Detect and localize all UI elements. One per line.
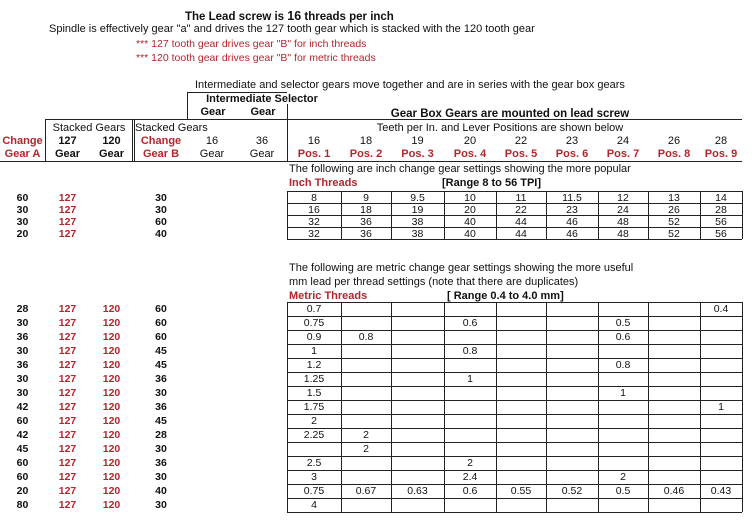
thread-value-cell: 2 <box>363 429 369 441</box>
teeth-count-header: 19 <box>411 135 424 147</box>
change-gear-a-value: 20 <box>16 228 29 240</box>
thread-value-cell: 16 <box>308 204 320 216</box>
note-inch: *** 127 tooth gear drives gear "B" for inch threads <box>136 38 367 50</box>
thread-value-cell: 52 <box>668 216 680 228</box>
thread-value-cell: 13 <box>668 192 680 204</box>
teeth-lever-note: Teeth per In. and Lever Positions are shown below <box>376 122 624 134</box>
gear-120-value: 120 <box>102 401 121 413</box>
change-gear-a-value: 36 <box>16 331 29 343</box>
change-gear-a-value: 30 <box>16 216 29 228</box>
gear-120-value: 120 <box>102 331 121 343</box>
thread-value-cell: 23 <box>566 204 578 216</box>
thread-value-cell: 19 <box>411 204 424 216</box>
inch-description: The following are inch change gear settings showing the more popular <box>289 163 631 175</box>
metric-row <box>0 401 742 414</box>
thread-value-cell: 40 <box>464 228 476 240</box>
thread-value-cell: 0.7 <box>306 303 322 315</box>
thread-value-cell: 24 <box>617 204 629 216</box>
intermediate-note: Intermediate and selector gears move together and are in series with the gear box gears <box>195 79 625 91</box>
inch-row <box>0 228 742 239</box>
change-a-line2: Gear A <box>4 148 41 160</box>
gear-127-value: 127 <box>58 415 77 427</box>
thread-value-cell: 1.5 <box>306 387 322 399</box>
thread-value-cell: 0.67 <box>355 485 377 497</box>
change-gear-a-value: 80 <box>16 499 29 511</box>
inch-row <box>0 216 742 227</box>
gear-127-header <box>45 135 90 161</box>
thread-value-cell: 38 <box>411 228 424 240</box>
intermediate-gear-label: Gear <box>200 106 226 118</box>
thread-value-cell: 0.8 <box>358 331 374 343</box>
gear-127-value: 127 <box>58 499 77 511</box>
change-gear-b-value: 30 <box>155 499 167 511</box>
change-gear-b-value: 30 <box>155 204 167 216</box>
teeth-count-header: 22 <box>514 135 528 147</box>
metric-row <box>0 457 742 470</box>
thread-value-cell: 2 <box>311 415 317 427</box>
thread-value-cell: 9 <box>363 192 369 204</box>
title-number: 16 <box>287 9 302 23</box>
thread-value-cell: 56 <box>715 228 727 240</box>
gear-127-value: 127 <box>58 192 77 204</box>
title-post: threads per inch <box>301 11 394 23</box>
inch-range: [Range 8 to 56 TPI] <box>442 177 542 189</box>
note-metric: *** 120 tooth gear drives gear "B" for metric threads <box>136 52 376 64</box>
thread-value-cell: 22 <box>515 204 527 216</box>
thread-value-cell: 2.5 <box>306 457 322 469</box>
change-gear-b-value: 28 <box>155 429 167 441</box>
thread-value-cell: 11 <box>515 192 527 204</box>
gear-120-value: 120 <box>102 471 121 483</box>
thread-value-cell: 0.6 <box>615 331 631 343</box>
gear-120-value: 120 <box>102 429 121 441</box>
metric-row <box>0 387 742 400</box>
teeth-count-header: 20 <box>463 135 477 147</box>
g120-gear: Gear <box>98 148 125 160</box>
gear-127-value: 127 <box>58 443 77 455</box>
inch-row <box>0 192 742 203</box>
change-b-line2: Gear B <box>142 148 180 160</box>
spindle-note: Spindle is effectively gear "a" and drives the 127 tooth gear which is stacked with the 120 tooth gear <box>49 23 535 35</box>
thread-value-cell: 0.43 <box>710 485 732 497</box>
change-gear-b-header <box>135 135 187 161</box>
gear-127-value: 127 <box>58 204 77 216</box>
thread-value-cell: 32 <box>308 216 320 228</box>
g127-num: 127 <box>58 135 77 147</box>
gear-120-value: 120 <box>102 443 121 455</box>
thread-value-cell: 1 <box>467 373 473 385</box>
thread-value-cell: 0.63 <box>407 485 428 497</box>
change-gear-b-value: 45 <box>155 345 167 357</box>
metric-range: [ Range 0.4 to 4.0 mm] <box>447 290 564 302</box>
change-gear-a-value: 60 <box>16 471 29 483</box>
metric-row <box>0 345 742 358</box>
change-gear-b-value: 36 <box>155 457 167 469</box>
metric-row <box>0 359 742 372</box>
lever-position-header: Pos. 9 <box>704 148 738 160</box>
teeth-count-header: 28 <box>714 135 728 147</box>
change-gear-a-value: 30 <box>16 373 29 385</box>
gear-120-value: 120 <box>102 387 121 399</box>
metric-row <box>0 499 742 512</box>
change-gear-a-value: 28 <box>16 303 29 315</box>
thread-value-cell: 12 <box>617 192 629 204</box>
thread-value-cell: 18 <box>360 204 372 216</box>
gear-127-value: 127 <box>58 485 77 497</box>
lever-position-header: Pos. 4 <box>453 148 487 160</box>
thread-value-cell: 0.5 <box>615 317 631 329</box>
change-gear-b-value: 30 <box>155 443 167 455</box>
change-gear-b-value: 40 <box>155 485 167 497</box>
change-gear-b-value: 30 <box>155 471 167 483</box>
gear-120-header <box>90 135 133 161</box>
change-gear-a-value: 30 <box>16 204 29 216</box>
thread-value-cell: 36 <box>360 228 372 240</box>
metric-row <box>0 415 742 428</box>
thread-value-cell: 10 <box>464 192 476 204</box>
change-gear-a-value: 36 <box>16 359 29 371</box>
teeth-count-header: 26 <box>667 135 681 147</box>
inch-grid-vline <box>742 191 743 239</box>
gear-127-value: 127 <box>58 359 77 371</box>
gear-120-value: 120 <box>102 317 121 329</box>
intermediate-selector-label: Intermediate Selector <box>206 93 318 105</box>
document-title <box>185 9 394 23</box>
gear-120-value: 120 <box>102 373 121 385</box>
thread-value-cell: 2 <box>620 471 626 483</box>
thread-value-cell: 0.9 <box>306 331 322 343</box>
stacked-gears-label-2: Stacked Gears <box>135 122 208 134</box>
gear-127-value: 127 <box>58 216 77 228</box>
thread-value-cell: 2.4 <box>462 471 478 483</box>
change-gear-b-value: 60 <box>155 317 167 329</box>
thread-value-cell: 0.46 <box>663 485 685 497</box>
thread-value-cell: 1.75 <box>303 401 325 413</box>
thread-value-cell: 48 <box>617 216 629 228</box>
change-gear-a-value: 42 <box>16 401 29 413</box>
thread-value-cell: 20 <box>464 204 476 216</box>
change-gear-a-value: 60 <box>16 415 29 427</box>
change-gear-b-value: 60 <box>155 303 167 315</box>
thread-value-cell: 11.5 <box>562 192 582 204</box>
thread-value-cell: 0.8 <box>615 359 631 371</box>
metric-row <box>0 429 742 442</box>
intermediate-16-header <box>187 135 237 161</box>
gear-127-value: 127 <box>58 303 77 315</box>
thread-value-cell: 56 <box>715 216 727 228</box>
metric-row <box>0 317 742 330</box>
lever-position-header: Pos. 1 <box>297 148 331 160</box>
metric-row <box>0 331 742 344</box>
thread-value-cell: 1 <box>311 345 317 357</box>
metric-row <box>0 471 742 484</box>
n16-gear: Gear <box>199 148 225 160</box>
change-gear-b-value: 40 <box>155 228 167 240</box>
teeth-count-header: 24 <box>616 135 630 147</box>
gear-120-value: 120 <box>102 415 121 427</box>
change-gear-b-value: 45 <box>155 359 167 371</box>
lever-position-header: Pos. 2 <box>349 148 383 160</box>
thread-value-cell: 36 <box>360 216 372 228</box>
gear-120-value: 120 <box>102 457 121 469</box>
gear-127-value: 127 <box>58 331 77 343</box>
title-pre: The Lead screw is <box>185 11 288 23</box>
thread-value-cell: 38 <box>411 216 424 228</box>
thread-value-cell: 28 <box>715 204 727 216</box>
change-gear-b-value: 45 <box>155 415 167 427</box>
thread-value-cell: 52 <box>668 228 680 240</box>
metric-row <box>0 443 742 456</box>
thread-value-cell: 4 <box>311 499 317 511</box>
thread-value-cell: 2 <box>363 443 369 455</box>
metric-row <box>0 373 742 386</box>
change-gear-a-value: 30 <box>16 387 29 399</box>
metric-grid-vline <box>742 302 743 512</box>
lever-position-header: Pos. 8 <box>657 148 691 160</box>
thread-value-cell: 32 <box>308 228 320 240</box>
thread-value-cell: 2.25 <box>303 429 325 441</box>
change-a-line1: Change <box>2 135 43 147</box>
metric-row <box>0 485 742 498</box>
gear-127-value: 127 <box>58 345 77 357</box>
g127-gear: Gear <box>54 148 81 160</box>
thread-value-cell: 9.5 <box>410 192 425 204</box>
change-gear-b-value: 30 <box>155 387 167 399</box>
thread-value-cell: 46 <box>566 228 578 240</box>
change-gear-b-value: 30 <box>155 192 167 204</box>
metric-row <box>0 303 742 316</box>
stacked-gears-label-1: Stacked Gears <box>52 122 126 134</box>
gear-120-value: 120 <box>102 303 121 315</box>
lever-position-header: Pos. 6 <box>555 148 589 160</box>
thread-value-cell: 26 <box>668 204 680 216</box>
thread-value-cell: 0.6 <box>462 485 478 497</box>
thread-value-cell: 0.5 <box>615 485 631 497</box>
thread-value-cell: 44 <box>515 216 527 228</box>
lever-position-header: Pos. 3 <box>401 148 434 160</box>
gear-127-value: 127 <box>58 429 77 441</box>
n36: 36 <box>255 135 269 147</box>
thread-value-cell: 40 <box>464 216 476 228</box>
lever-position-header: Pos. 5 <box>504 148 538 160</box>
thread-value-cell: 46 <box>566 216 578 228</box>
teeth-count-header: 18 <box>359 135 373 147</box>
thread-value-cell: 1.25 <box>303 373 325 385</box>
thread-value-cell: 8 <box>311 192 317 204</box>
change-gear-b-value: 36 <box>155 373 167 385</box>
gear-127-value: 127 <box>58 457 77 469</box>
metric-description-2: mm lead per thread settings (note that there are duplicates) <box>289 276 579 288</box>
change-gear-b-value: 36 <box>155 401 167 413</box>
metric-grid-hline <box>287 512 742 513</box>
thread-value-cell: 3 <box>311 471 317 483</box>
gear-120-value: 120 <box>102 359 121 371</box>
thread-value-cell: 0.52 <box>561 485 583 497</box>
thread-value-cell: 48 <box>617 228 629 240</box>
selector-gear-label: Gear <box>250 106 276 118</box>
change-gear-a-value: 42 <box>16 429 29 441</box>
thread-value-cell: 0.75 <box>303 317 325 329</box>
thread-value-cell: 44 <box>515 228 527 240</box>
n16: 16 <box>205 135 219 147</box>
change-gear-a-value: 30 <box>16 317 29 329</box>
gear-120-value: 120 <box>102 499 121 511</box>
lever-position-header: Pos. 7 <box>606 148 640 160</box>
change-gear-a-value: 30 <box>16 345 29 357</box>
thread-value-cell: 1 <box>620 387 626 399</box>
change-gear-a-header <box>0 135 45 161</box>
thread-value-cell: 0.4 <box>713 303 729 315</box>
selector-36-header <box>237 135 287 161</box>
change-b-line1: Change <box>140 135 182 147</box>
inch-threads-label: Inch Threads <box>289 177 358 189</box>
gearbox-title: Gear Box Gears are mounted on lead screw <box>390 108 630 120</box>
teeth-count-header: 16 <box>307 135 321 147</box>
gear-127-value: 127 <box>58 228 77 240</box>
thread-value-cell: 1 <box>718 401 724 413</box>
thread-value-cell: 14 <box>715 192 727 204</box>
thread-value-cell: 0.8 <box>462 345 478 357</box>
g120-num: 120 <box>102 135 121 147</box>
gear-127-value: 127 <box>58 317 77 329</box>
gear-120-value: 120 <box>102 345 121 357</box>
thread-value-cell: 0.55 <box>510 485 532 497</box>
change-gear-a-value: 60 <box>16 192 29 204</box>
thread-value-cell: 0.75 <box>303 485 325 497</box>
gear-127-value: 127 <box>58 401 77 413</box>
metric-threads-label: Metric Threads <box>289 290 368 302</box>
thread-value-cell: 0.6 <box>462 317 478 329</box>
change-gear-a-value: 60 <box>16 457 29 469</box>
change-gear-a-value: 20 <box>16 485 29 497</box>
change-gear-b-value: 60 <box>155 216 167 228</box>
teeth-count-header: 23 <box>565 135 579 147</box>
gear-127-value: 127 <box>58 373 77 385</box>
gear-127-value: 127 <box>58 387 77 399</box>
change-gear-a-value: 45 <box>16 443 29 455</box>
n36-gear: Gear <box>249 148 275 160</box>
change-gear-b-value: 60 <box>155 331 167 343</box>
thread-value-cell: 1.2 <box>306 359 322 371</box>
thread-value-cell: 2 <box>467 457 473 469</box>
gear-127-value: 127 <box>58 471 77 483</box>
inch-row <box>0 204 742 215</box>
gear-120-value: 120 <box>102 485 121 497</box>
metric-description-1: The following are metric change gear settings showing the more useful <box>289 262 634 274</box>
